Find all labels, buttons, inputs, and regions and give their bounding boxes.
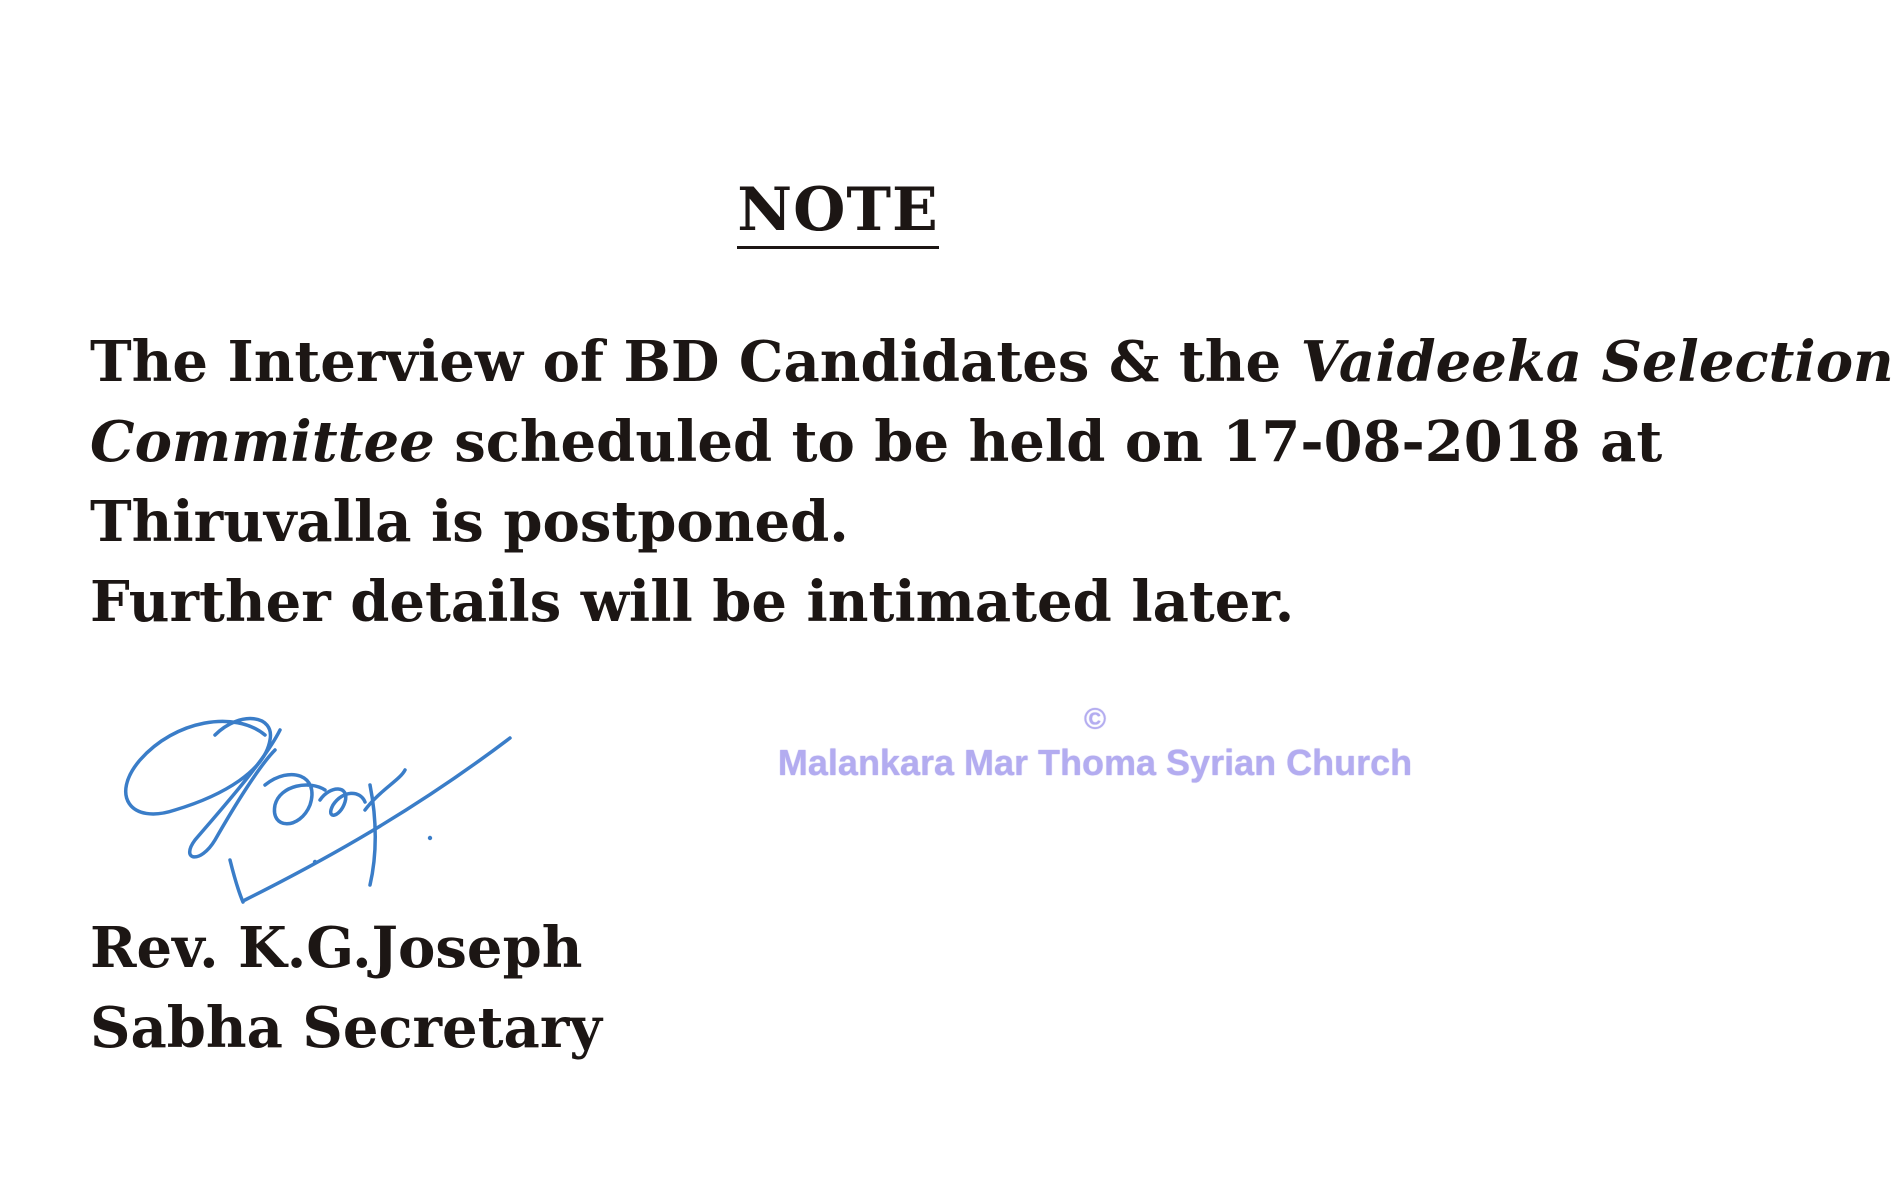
watermark-organization: Malankara Mar Thoma Syrian Church [777, 742, 1413, 783]
copyright-watermark [735, 700, 1455, 786]
notice-line-2 [90, 402, 1770, 482]
copyright-symbol: © [1083, 703, 1107, 736]
signatory-designation: Sabha Secretary [90, 995, 602, 1061]
notice-body [90, 322, 1894, 642]
notice-line-1-text: The Interview of BD Candidates & the [90, 329, 1301, 395]
signatory-name: Rev. K.G.Joseph [90, 915, 583, 981]
note-heading [0, 175, 1676, 249]
notice-line-4: Further details will be intimated later. [90, 569, 1295, 635]
notice-line-3: Thiruvalla is postponed. [90, 489, 849, 555]
signatory-block [90, 908, 602, 1068]
notice-line-2-text: scheduled to be held on 17-08-2018 at [434, 409, 1663, 475]
notice-line-1-italic: Vaideeka Selection [1300, 329, 1894, 395]
handwritten-signature [115, 690, 535, 920]
note-heading-text: NOTE [737, 180, 939, 249]
notice-line-2-italic: Committee [90, 409, 435, 475]
notice-line-1 [90, 322, 1894, 402]
